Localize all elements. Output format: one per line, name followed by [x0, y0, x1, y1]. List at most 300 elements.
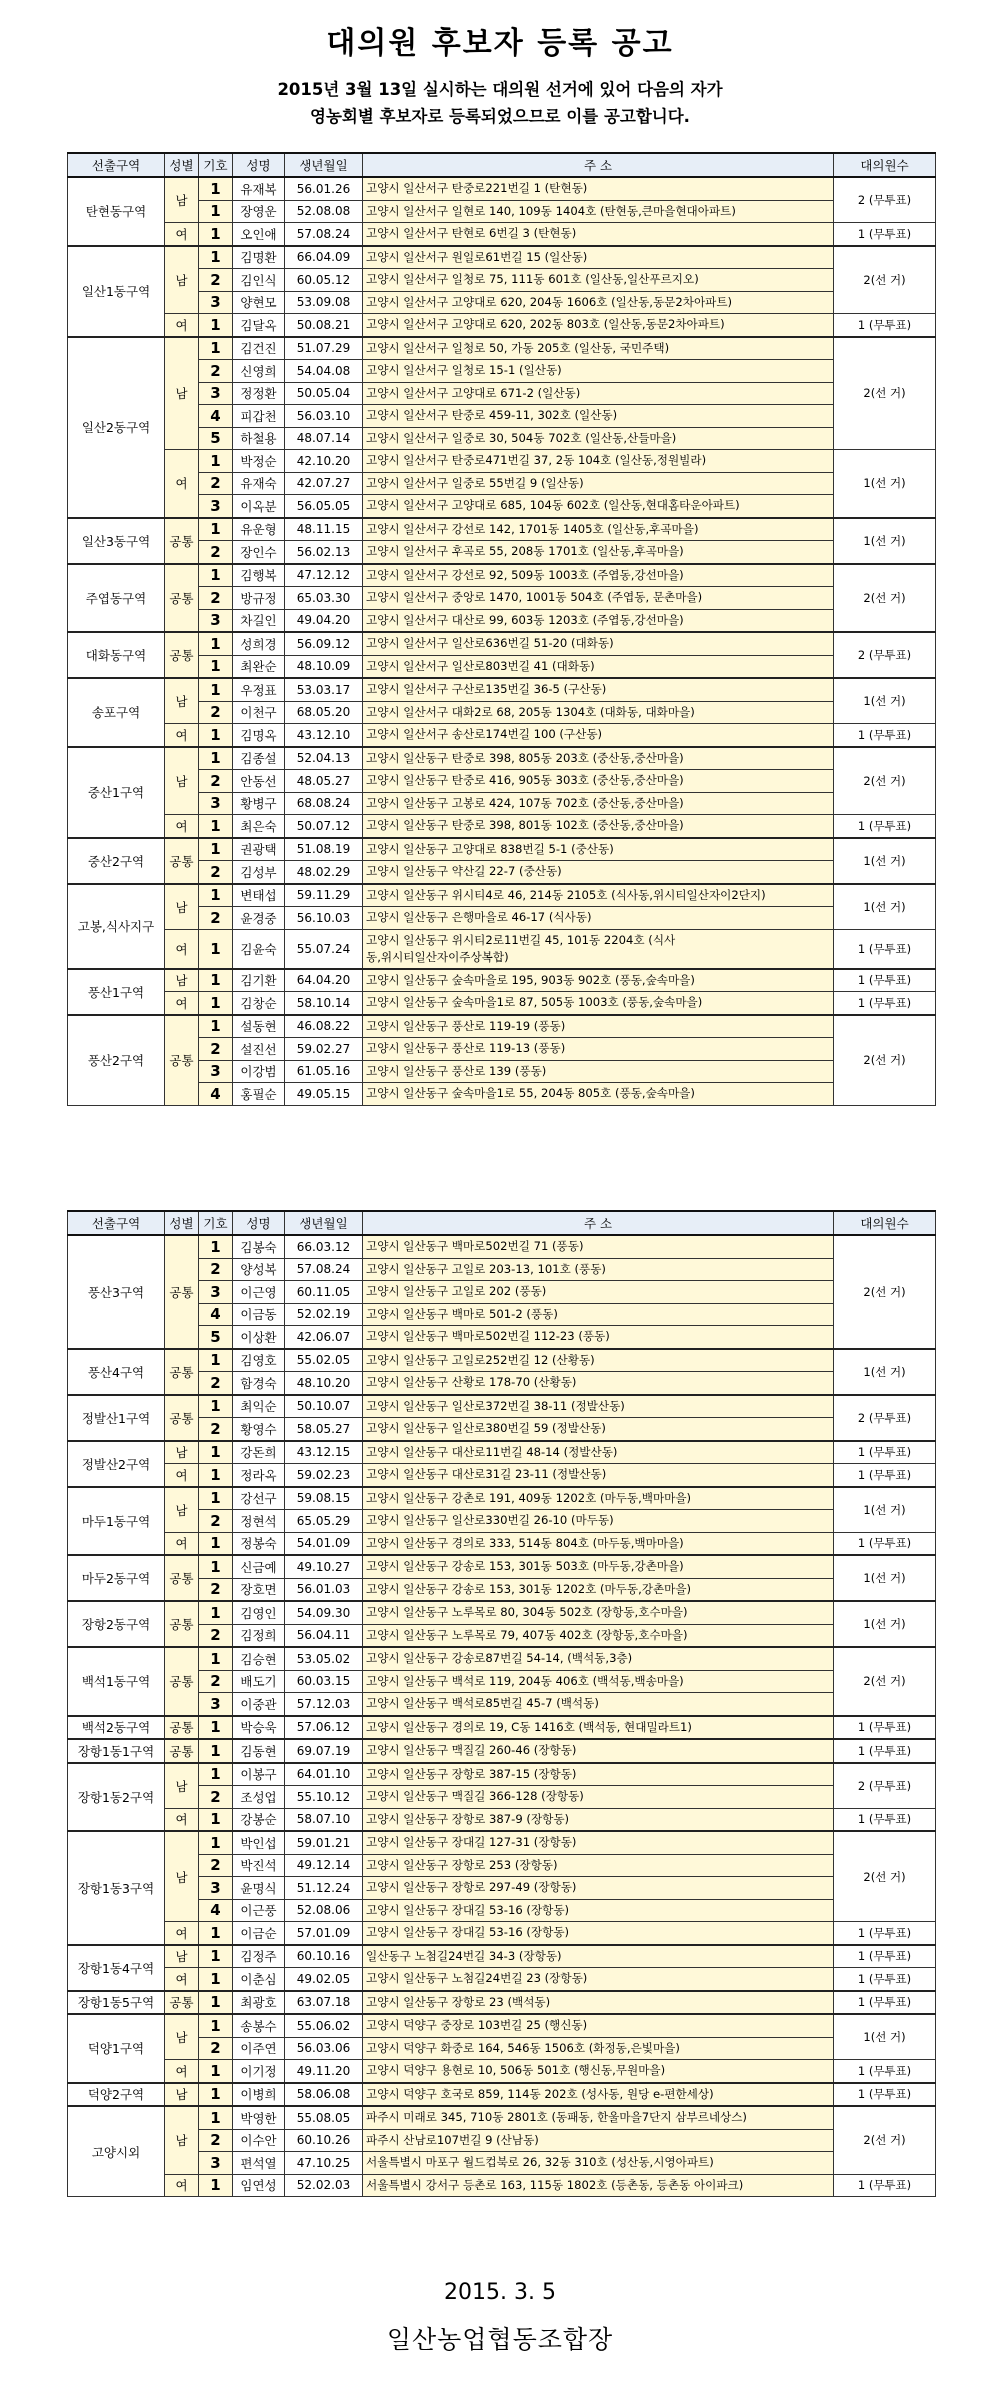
page-title: 대의원 후보자 등록 공고 — [326, 26, 674, 61]
address-cell: 고양시 일산서구 후곡로 55, 208동 1701호 (일산동,후곡마을) — [363, 541, 834, 564]
table-row — [68, 2060, 936, 2083]
ballot-number-cell: 5 — [199, 427, 233, 450]
address-cell: 고양시 일산서구 일청로 75, 111동 601호 (일산동,일산푸르지오) — [363, 269, 834, 292]
seats-status-cell: 1(선 거) — [834, 838, 936, 884]
header-name: 성명 — [233, 153, 285, 177]
sex-cell: 남 — [165, 246, 199, 314]
ballot-number-cell: 2 — [199, 360, 233, 383]
seats-status-cell: 2 (무투표) — [834, 1763, 936, 1809]
seats-status-cell: 2 (무투표) — [834, 1395, 936, 1441]
candidate-name-cell: 함경숙 — [233, 1372, 285, 1395]
table-row — [68, 360, 936, 383]
table-row — [68, 701, 936, 724]
address-cell: 파주시 미래로 345, 710동 2801호 (동패동, 한울마을7단지 삼부르네상스) — [363, 2106, 834, 2129]
sex-cell: 공통 — [165, 632, 199, 678]
seats-status-cell: 1 (무투표) — [834, 223, 936, 246]
table-row — [68, 929, 936, 969]
table-row — [68, 1464, 936, 1487]
sex-cell: 공통 — [165, 1015, 199, 1106]
birthdate-cell: 56.05.05 — [285, 495, 363, 518]
ballot-number-cell: 1 — [199, 1441, 233, 1464]
sex-cell: 공통 — [165, 1739, 199, 1763]
address-cell: 고양시 일산서구 대화2로 68, 205동 1304호 (대화동, 대화마을) — [363, 701, 834, 724]
candidate-name-cell: 이춘심 — [233, 1968, 285, 1991]
ballot-number-cell: 1 — [199, 1601, 233, 1624]
table-row — [68, 495, 936, 518]
candidate-name-cell: 김종설 — [233, 747, 285, 770]
table-row — [68, 1349, 936, 1372]
birthdate-cell: 42.06.07 — [285, 1326, 363, 1349]
candidate-name-cell: 박영한 — [233, 2106, 285, 2129]
header-sex: 성별 — [165, 153, 199, 177]
birthdate-cell: 56.09.12 — [285, 632, 363, 655]
ballot-number-cell: 2 — [199, 269, 233, 292]
intro-line-2: 영농회별 후보자로 등록되었으므로 이를 공고합니다. — [310, 107, 690, 126]
header-birth: 생년월일 — [285, 1211, 363, 1235]
sex-cell: 공통 — [165, 838, 199, 884]
sex-cell: 여 — [165, 1968, 199, 1991]
table-row — [68, 564, 936, 587]
seats-status-cell: 1 (무투표) — [834, 724, 936, 747]
table-row — [68, 518, 936, 541]
candidate-name-cell: 이금동 — [233, 1303, 285, 1326]
birthdate-cell: 58.10.14 — [285, 992, 363, 1015]
ballot-number-cell: 1 — [199, 678, 233, 701]
birthdate-cell: 55.02.05 — [285, 1349, 363, 1372]
seats-status-cell: 1 (무투표) — [834, 314, 936, 337]
district-cell: 장항1동5구역 — [68, 1991, 165, 2015]
birthdate-cell: 55.07.24 — [285, 929, 363, 969]
seats-status-cell: 2(선 거) — [834, 2106, 936, 2174]
ballot-number-cell: 1 — [199, 2106, 233, 2129]
table-row — [68, 1555, 936, 1578]
birthdate-cell: 42.10.20 — [285, 450, 363, 473]
table-row — [68, 792, 936, 815]
seats-status-cell: 1 (무투표) — [834, 1968, 936, 1991]
seats-status-cell: 2 (무투표) — [834, 632, 936, 678]
table-header-row — [68, 153, 936, 177]
birthdate-cell: 60.10.16 — [285, 1945, 363, 1968]
ballot-number-cell: 1 — [199, 2083, 233, 2107]
address-cell: 고양시 일산동구 고일로 202 (풍동) — [363, 1281, 834, 1304]
ballot-number-cell: 2 — [199, 907, 233, 930]
candidate-name-cell: 김영인 — [233, 1601, 285, 1624]
seats-status-cell: 1 (무투표) — [834, 1464, 936, 1487]
birthdate-cell: 56.04.11 — [285, 1624, 363, 1647]
sex-cell: 공통 — [165, 1235, 199, 1349]
candidate-name-cell: 장호면 — [233, 1578, 285, 1601]
table-row — [68, 1441, 936, 1464]
address-cell: 고양시 일산동구 숲속마을1로 87, 505동 1003호 (풍동,숲속마을) — [363, 992, 834, 1015]
address-cell: 고양시 덕양구 중장로 103번길 25 (행신동) — [363, 2014, 834, 2037]
ballot-number-cell: 1 — [199, 1464, 233, 1487]
notice-date: 2015. 3. 5 — [444, 2280, 556, 2305]
table-row — [68, 427, 936, 450]
ballot-number-cell: 1 — [199, 1349, 233, 1372]
address-cell: 고양시 덕양구 용현로 10, 506동 501호 (행신동,무원마을) — [363, 2060, 834, 2083]
candidate-name-cell: 송봉수 — [233, 2014, 285, 2037]
seats-status-cell: 2(선 거) — [834, 1647, 936, 1716]
candidate-name-cell: 이근영 — [233, 1281, 285, 1304]
birthdate-cell: 48.05.27 — [285, 770, 363, 793]
birthdate-cell: 59.11.29 — [285, 884, 363, 907]
table-row — [68, 382, 936, 405]
address-cell: 고양시 일산동구 백마로502번길 71 (풍동) — [363, 1235, 834, 1258]
seats-status-cell: 1(선 거) — [834, 1601, 936, 1647]
address-cell: 고양시 일산동구 약산길 22-7 (중산동) — [363, 861, 834, 884]
ballot-number-cell: 2 — [199, 541, 233, 564]
birthdate-cell: 58.07.10 — [285, 1808, 363, 1831]
header-seats: 대의원수 — [834, 153, 936, 177]
birthdate-cell: 53.05.02 — [285, 1647, 363, 1670]
birthdate-cell: 48.02.29 — [285, 861, 363, 884]
seats-status-cell: 2(선 거) — [834, 1235, 936, 1349]
ballot-number-cell: 1 — [199, 884, 233, 907]
table-row — [68, 884, 936, 907]
birthdate-cell: 68.08.24 — [285, 792, 363, 815]
ballot-number-cell: 1 — [199, 1647, 233, 1670]
address-cell: 고양시 일산동구 백석로85번길 45-7 (백석동) — [363, 1693, 834, 1716]
candidate-name-cell: 오인애 — [233, 223, 285, 246]
table-row — [68, 200, 936, 223]
district-cell: 일산2동구역 — [68, 337, 165, 518]
birthdate-cell: 65.05.29 — [285, 1510, 363, 1533]
address-cell: 고양시 일산동구 숲속마을1로 55, 204동 805호 (풍동,숲속마을) — [363, 1083, 834, 1106]
seats-status-cell: 2(선 거) — [834, 1015, 936, 1106]
district-cell: 장항1동4구역 — [68, 1945, 165, 1991]
seats-status-cell: 1 (무투표) — [834, 1922, 936, 1945]
sex-cell: 남 — [165, 1487, 199, 1533]
sex-cell: 공통 — [165, 564, 199, 633]
ballot-number-cell: 3 — [199, 792, 233, 815]
seats-status-cell: 1(선 거) — [834, 518, 936, 564]
seats-status-cell: 1 (무투표) — [834, 1739, 936, 1763]
seats-status-cell: 2(선 거) — [834, 246, 936, 314]
birthdate-cell: 60.03.15 — [285, 1670, 363, 1693]
candidate-name-cell: 하철용 — [233, 427, 285, 450]
table-row — [68, 1601, 936, 1624]
address-cell: 고양시 일산동구 강송로 153, 301동 503호 (마두동,강촌마을) — [363, 1555, 834, 1578]
birthdate-cell: 56.01.26 — [285, 177, 363, 200]
table-row — [68, 1060, 936, 1083]
candidate-name-cell: 김윤숙 — [233, 929, 285, 969]
table-header-row — [68, 1211, 936, 1235]
birthdate-cell: 56.10.03 — [285, 907, 363, 930]
sex-cell: 공통 — [165, 1349, 199, 1395]
ballot-number-cell: 1 — [199, 1831, 233, 1854]
table-row — [68, 1510, 936, 1533]
district-cell: 풍산3구역 — [68, 1235, 165, 1349]
address-cell: 서울특별시 강서구 등촌로 163, 115동 1802호 (등촌동, 등촌동 아이파크) — [363, 2174, 834, 2197]
sex-cell: 여 — [165, 1532, 199, 1555]
ballot-number-cell: 3 — [199, 1877, 233, 1900]
candidate-name-cell: 차길인 — [233, 609, 285, 632]
birthdate-cell: 56.03.10 — [285, 405, 363, 428]
birthdate-cell: 50.05.04 — [285, 382, 363, 405]
birthdate-cell: 52.02.19 — [285, 1303, 363, 1326]
address-cell: 서울특별시 마포구 월드컵북로 26, 32동 310호 (성산동,시영아파트) — [363, 2152, 834, 2175]
district-cell: 중산1구역 — [68, 747, 165, 838]
seats-status-cell: 2(선 거) — [834, 564, 936, 633]
candidate-name-cell: 황병구 — [233, 792, 285, 815]
birthdate-cell: 48.07.14 — [285, 427, 363, 450]
table-row — [68, 1015, 936, 1038]
candidate-name-cell: 강봉순 — [233, 1808, 285, 1831]
candidate-name-cell: 최익순 — [233, 1395, 285, 1418]
ballot-number-cell: 1 — [199, 518, 233, 541]
ballot-number-cell: 1 — [199, 724, 233, 747]
candidate-name-cell: 이상환 — [233, 1326, 285, 1349]
address-cell: 고양시 일산동구 대산로31길 23-11 (정발산동) — [363, 1464, 834, 1487]
address-cell: 고양시 일산동구 맥질길 260-46 (장항동) — [363, 1739, 834, 1763]
candidate-name-cell: 장인수 — [233, 541, 285, 564]
table-row — [68, 1922, 936, 1945]
ballot-number-cell: 1 — [199, 2060, 233, 2083]
address-cell: 고양시 일산동구 산황로 178-70 (산황동) — [363, 1372, 834, 1395]
district-cell: 장항1동1구역 — [68, 1739, 165, 1763]
seats-status-cell: 1 (무투표) — [834, 2083, 936, 2107]
sex-cell: 여 — [165, 1922, 199, 1945]
candidate-name-cell: 설동현 — [233, 1015, 285, 1038]
ballot-number-cell: 1 — [199, 2014, 233, 2037]
candidate-name-cell: 김정주 — [233, 1945, 285, 1968]
birthdate-cell: 66.03.12 — [285, 1235, 363, 1258]
sex-cell: 남 — [165, 969, 199, 992]
ballot-number-cell: 3 — [199, 1693, 233, 1716]
candidate-name-cell: 편석열 — [233, 2152, 285, 2175]
ballot-number-cell: 1 — [199, 223, 233, 246]
issuer-name: 일산농업협동조합장 — [386, 2325, 614, 2354]
header-address: 주 소 — [363, 153, 834, 177]
candidate-name-cell: 김건진 — [233, 337, 285, 360]
table-row — [68, 1532, 936, 1555]
candidate-name-cell: 정봉숙 — [233, 1532, 285, 1555]
birthdate-cell: 60.05.12 — [285, 269, 363, 292]
ballot-number-cell: 1 — [199, 1716, 233, 1740]
ballot-number-cell: 1 — [199, 1487, 233, 1510]
candidate-name-cell: 정현석 — [233, 1510, 285, 1533]
table-row — [68, 1991, 936, 2015]
sex-cell: 여 — [165, 2174, 199, 2197]
header-birth: 생년월일 — [285, 153, 363, 177]
table-row — [68, 1670, 936, 1693]
address-cell: 고양시 일산서구 탄현로 6번길 3 (탄현동) — [363, 223, 834, 246]
district-cell: 백석2동구역 — [68, 1716, 165, 1740]
ballot-number-cell: 2 — [199, 1372, 233, 1395]
birthdate-cell: 53.03.17 — [285, 678, 363, 701]
birthdate-cell: 60.10.26 — [285, 2129, 363, 2152]
candidate-name-cell: 피갑천 — [233, 405, 285, 428]
address-cell: 고양시 일산동구 강촌로 191, 409동 1202호 (마두동,백마마을) — [363, 1487, 834, 1510]
candidate-name-cell: 김기환 — [233, 969, 285, 992]
candidate-name-cell: 황영수 — [233, 1418, 285, 1441]
sex-cell: 여 — [165, 1808, 199, 1831]
seats-status-cell: 1 (무투표) — [834, 2060, 936, 2083]
table-row — [68, 1693, 936, 1716]
candidate-name-cell: 이천구 — [233, 701, 285, 724]
district-cell: 백석1동구역 — [68, 1647, 165, 1716]
ballot-number-cell: 1 — [199, 1739, 233, 1763]
district-cell: 덕양2구역 — [68, 2083, 165, 2107]
table-row — [68, 291, 936, 314]
birthdate-cell: 63.07.18 — [285, 1991, 363, 2015]
address-cell: 고양시 일산서구 고양대로 671-2 (일산동) — [363, 382, 834, 405]
address-cell: 고양시 일산동구 맥질길 366-128 (장항동) — [363, 1786, 834, 1809]
ballot-number-cell: 3 — [199, 291, 233, 314]
address-cell: 고양시 일산서구 탄중로 459-11, 302호 (일산동) — [363, 405, 834, 428]
sex-cell: 남 — [165, 747, 199, 815]
district-cell: 장항1동3구역 — [68, 1831, 165, 1945]
candidate-table-1 — [67, 152, 936, 1106]
address-cell: 고양시 일산동구 대산로11번길 48-14 (정발산동) — [363, 1441, 834, 1464]
birthdate-cell: 49.02.05 — [285, 1968, 363, 1991]
birthdate-cell: 49.12.14 — [285, 1854, 363, 1877]
ballot-number-cell: 1 — [199, 246, 233, 269]
candidate-name-cell: 김행복 — [233, 564, 285, 587]
ballot-number-cell: 4 — [199, 1303, 233, 1326]
table-row — [68, 1235, 936, 1258]
candidate-name-cell: 박정순 — [233, 450, 285, 473]
seats-status-cell: 1(선 거) — [834, 1349, 936, 1395]
address-cell: 고양시 일산동구 경의로 333, 514동 804호 (마두동,백마마을) — [363, 1532, 834, 1555]
ballot-number-cell: 1 — [199, 314, 233, 337]
district-cell: 고봉,식사지구 — [68, 884, 165, 969]
ballot-number-cell: 1 — [199, 929, 233, 969]
birthdate-cell: 51.08.19 — [285, 838, 363, 861]
birthdate-cell: 47.12.12 — [285, 564, 363, 587]
candidate-name-cell: 신영희 — [233, 360, 285, 383]
ballot-number-cell: 1 — [199, 1015, 233, 1038]
birthdate-cell: 60.11.05 — [285, 1281, 363, 1304]
address-cell: 고양시 일산서구 고양대로 685, 104동 602호 (일산동,현대홈타운아파트) — [363, 495, 834, 518]
ballot-number-cell: 1 — [199, 838, 233, 861]
candidate-name-cell: 정정환 — [233, 382, 285, 405]
seats-status-cell: 1 (무투표) — [834, 969, 936, 992]
ballot-number-cell: 1 — [199, 1763, 233, 1786]
candidate-name-cell: 양현모 — [233, 291, 285, 314]
candidate-name-cell: 김명환 — [233, 246, 285, 269]
district-cell: 마두2동구역 — [68, 1555, 165, 1601]
candidate-name-cell: 이기정 — [233, 2060, 285, 2083]
candidate-name-cell: 최은숙 — [233, 815, 285, 838]
address-cell: 고양시 일산동구 노루목로 80, 304동 502호 (장항동,호수마을) — [363, 1601, 834, 1624]
seats-status-cell: 1 (무투표) — [834, 1808, 936, 1831]
birthdate-cell: 52.08.06 — [285, 1899, 363, 1922]
intro-text — [0, 76, 1000, 130]
table-row — [68, 609, 936, 632]
seats-status-cell: 1 (무투표) — [834, 1441, 936, 1464]
table-body — [68, 177, 936, 1105]
birthdate-cell: 50.10.07 — [285, 1395, 363, 1418]
sex-cell: 남 — [165, 678, 199, 724]
address-cell: 고양시 일산동구 노첨길24번길 23 (장항동) — [363, 1968, 834, 1991]
sex-cell: 남 — [165, 2106, 199, 2174]
header-seats: 대의원수 — [834, 1211, 936, 1235]
candidate-name-cell: 유재숙 — [233, 472, 285, 495]
district-cell: 마두1동구역 — [68, 1487, 165, 1556]
table-row — [68, 314, 936, 337]
header-address: 주 소 — [363, 1211, 834, 1235]
ballot-number-cell: 1 — [199, 200, 233, 223]
birthdate-cell: 42.07.27 — [285, 472, 363, 495]
address-cell: 고양시 일산서구 탄중로471번길 37, 2동 104호 (일산동,정원빌라) — [363, 450, 834, 473]
birthdate-cell: 57.01.09 — [285, 1922, 363, 1945]
candidate-name-cell: 김영호 — [233, 1349, 285, 1372]
seats-status-cell: 1 (무투표) — [834, 815, 936, 838]
address-cell: 고양시 일산서구 고양대로 620, 204동 1606호 (일산동,동문2차아파트) — [363, 291, 834, 314]
table-row — [68, 907, 936, 930]
address-cell: 고양시 일산동구 강송로87번길 54-14, (백석동,3층) — [363, 1647, 834, 1670]
ballot-number-cell: 1 — [199, 1991, 233, 2015]
ballot-number-cell: 1 — [199, 1945, 233, 1968]
table-row — [68, 1831, 936, 1854]
birthdate-cell: 64.04.20 — [285, 969, 363, 992]
table-row — [68, 450, 936, 473]
ballot-number-cell: 3 — [199, 495, 233, 518]
candidate-name-cell: 우정표 — [233, 678, 285, 701]
district-cell: 장항2동구역 — [68, 1601, 165, 1647]
birthdate-cell: 57.06.12 — [285, 1716, 363, 1740]
address-cell: 고양시 일산동구 경의로 19, C동 1416호 (백석동, 현대밀라트1) — [363, 1716, 834, 1740]
table-row — [68, 1877, 936, 1900]
table-row — [68, 1808, 936, 1831]
candidate-name-cell: 김봉숙 — [233, 1235, 285, 1258]
ballot-number-cell: 3 — [199, 609, 233, 632]
table-row — [68, 2129, 936, 2152]
seats-status-cell: 1(선 거) — [834, 1555, 936, 1601]
district-cell: 송포구역 — [68, 678, 165, 747]
seats-status-cell: 1 (무투표) — [834, 1945, 936, 1968]
sex-cell: 공통 — [165, 1647, 199, 1716]
ballot-number-cell: 2 — [199, 1418, 233, 1441]
sex-cell: 남 — [165, 1441, 199, 1464]
candidate-name-cell: 강선구 — [233, 1487, 285, 1510]
ballot-number-cell: 1 — [199, 992, 233, 1015]
candidate-name-cell: 유재복 — [233, 177, 285, 200]
candidate-name-cell: 양성복 — [233, 1258, 285, 1281]
table-row — [68, 1326, 936, 1349]
table-row — [68, 2106, 936, 2129]
address-cell: 고양시 일산서구 일산로636번길 51-20 (대화동) — [363, 632, 834, 655]
table-row — [68, 587, 936, 610]
table-row — [68, 223, 936, 246]
birthdate-cell: 49.10.27 — [285, 1555, 363, 1578]
candidate-name-cell: 윤경중 — [233, 907, 285, 930]
candidate-name-cell: 박인섭 — [233, 1831, 285, 1854]
address-cell: 고양시 일산서구 탄중로221번길 1 (탄현동) — [363, 177, 834, 200]
table-row — [68, 177, 936, 200]
birthdate-cell: 57.12.03 — [285, 1693, 363, 1716]
seats-status-cell: 2(선 거) — [834, 337, 936, 450]
address-cell: 고양시 일산동구 일산로380번길 59 (정발산동) — [363, 1418, 834, 1441]
birthdate-cell: 54.04.08 — [285, 360, 363, 383]
candidate-name-cell: 최광호 — [233, 1991, 285, 2015]
address-cell: 고양시 일산동구 위시티4로 46, 214동 2105호 (식사동,위시티일산자이2단지) — [363, 884, 834, 907]
candidate-name-cell: 박승욱 — [233, 1716, 285, 1740]
ballot-number-cell: 1 — [199, 1395, 233, 1418]
address-cell: 고양시 일산동구 탄중로 416, 905동 303호 (중산동,중산마을) — [363, 770, 834, 793]
table-row — [68, 2014, 936, 2037]
candidate-name-cell: 유운형 — [233, 518, 285, 541]
sex-cell: 여 — [165, 223, 199, 246]
candidate-name-cell: 김정희 — [233, 1624, 285, 1647]
address-cell: 고양시 일산서구 송산로174번길 100 (구산동) — [363, 724, 834, 747]
table-row — [68, 770, 936, 793]
header-district: 선출구역 — [68, 153, 165, 177]
ballot-number-cell: 1 — [199, 1235, 233, 1258]
candidate-name-cell: 김성부 — [233, 861, 285, 884]
ballot-number-cell: 1 — [199, 815, 233, 838]
